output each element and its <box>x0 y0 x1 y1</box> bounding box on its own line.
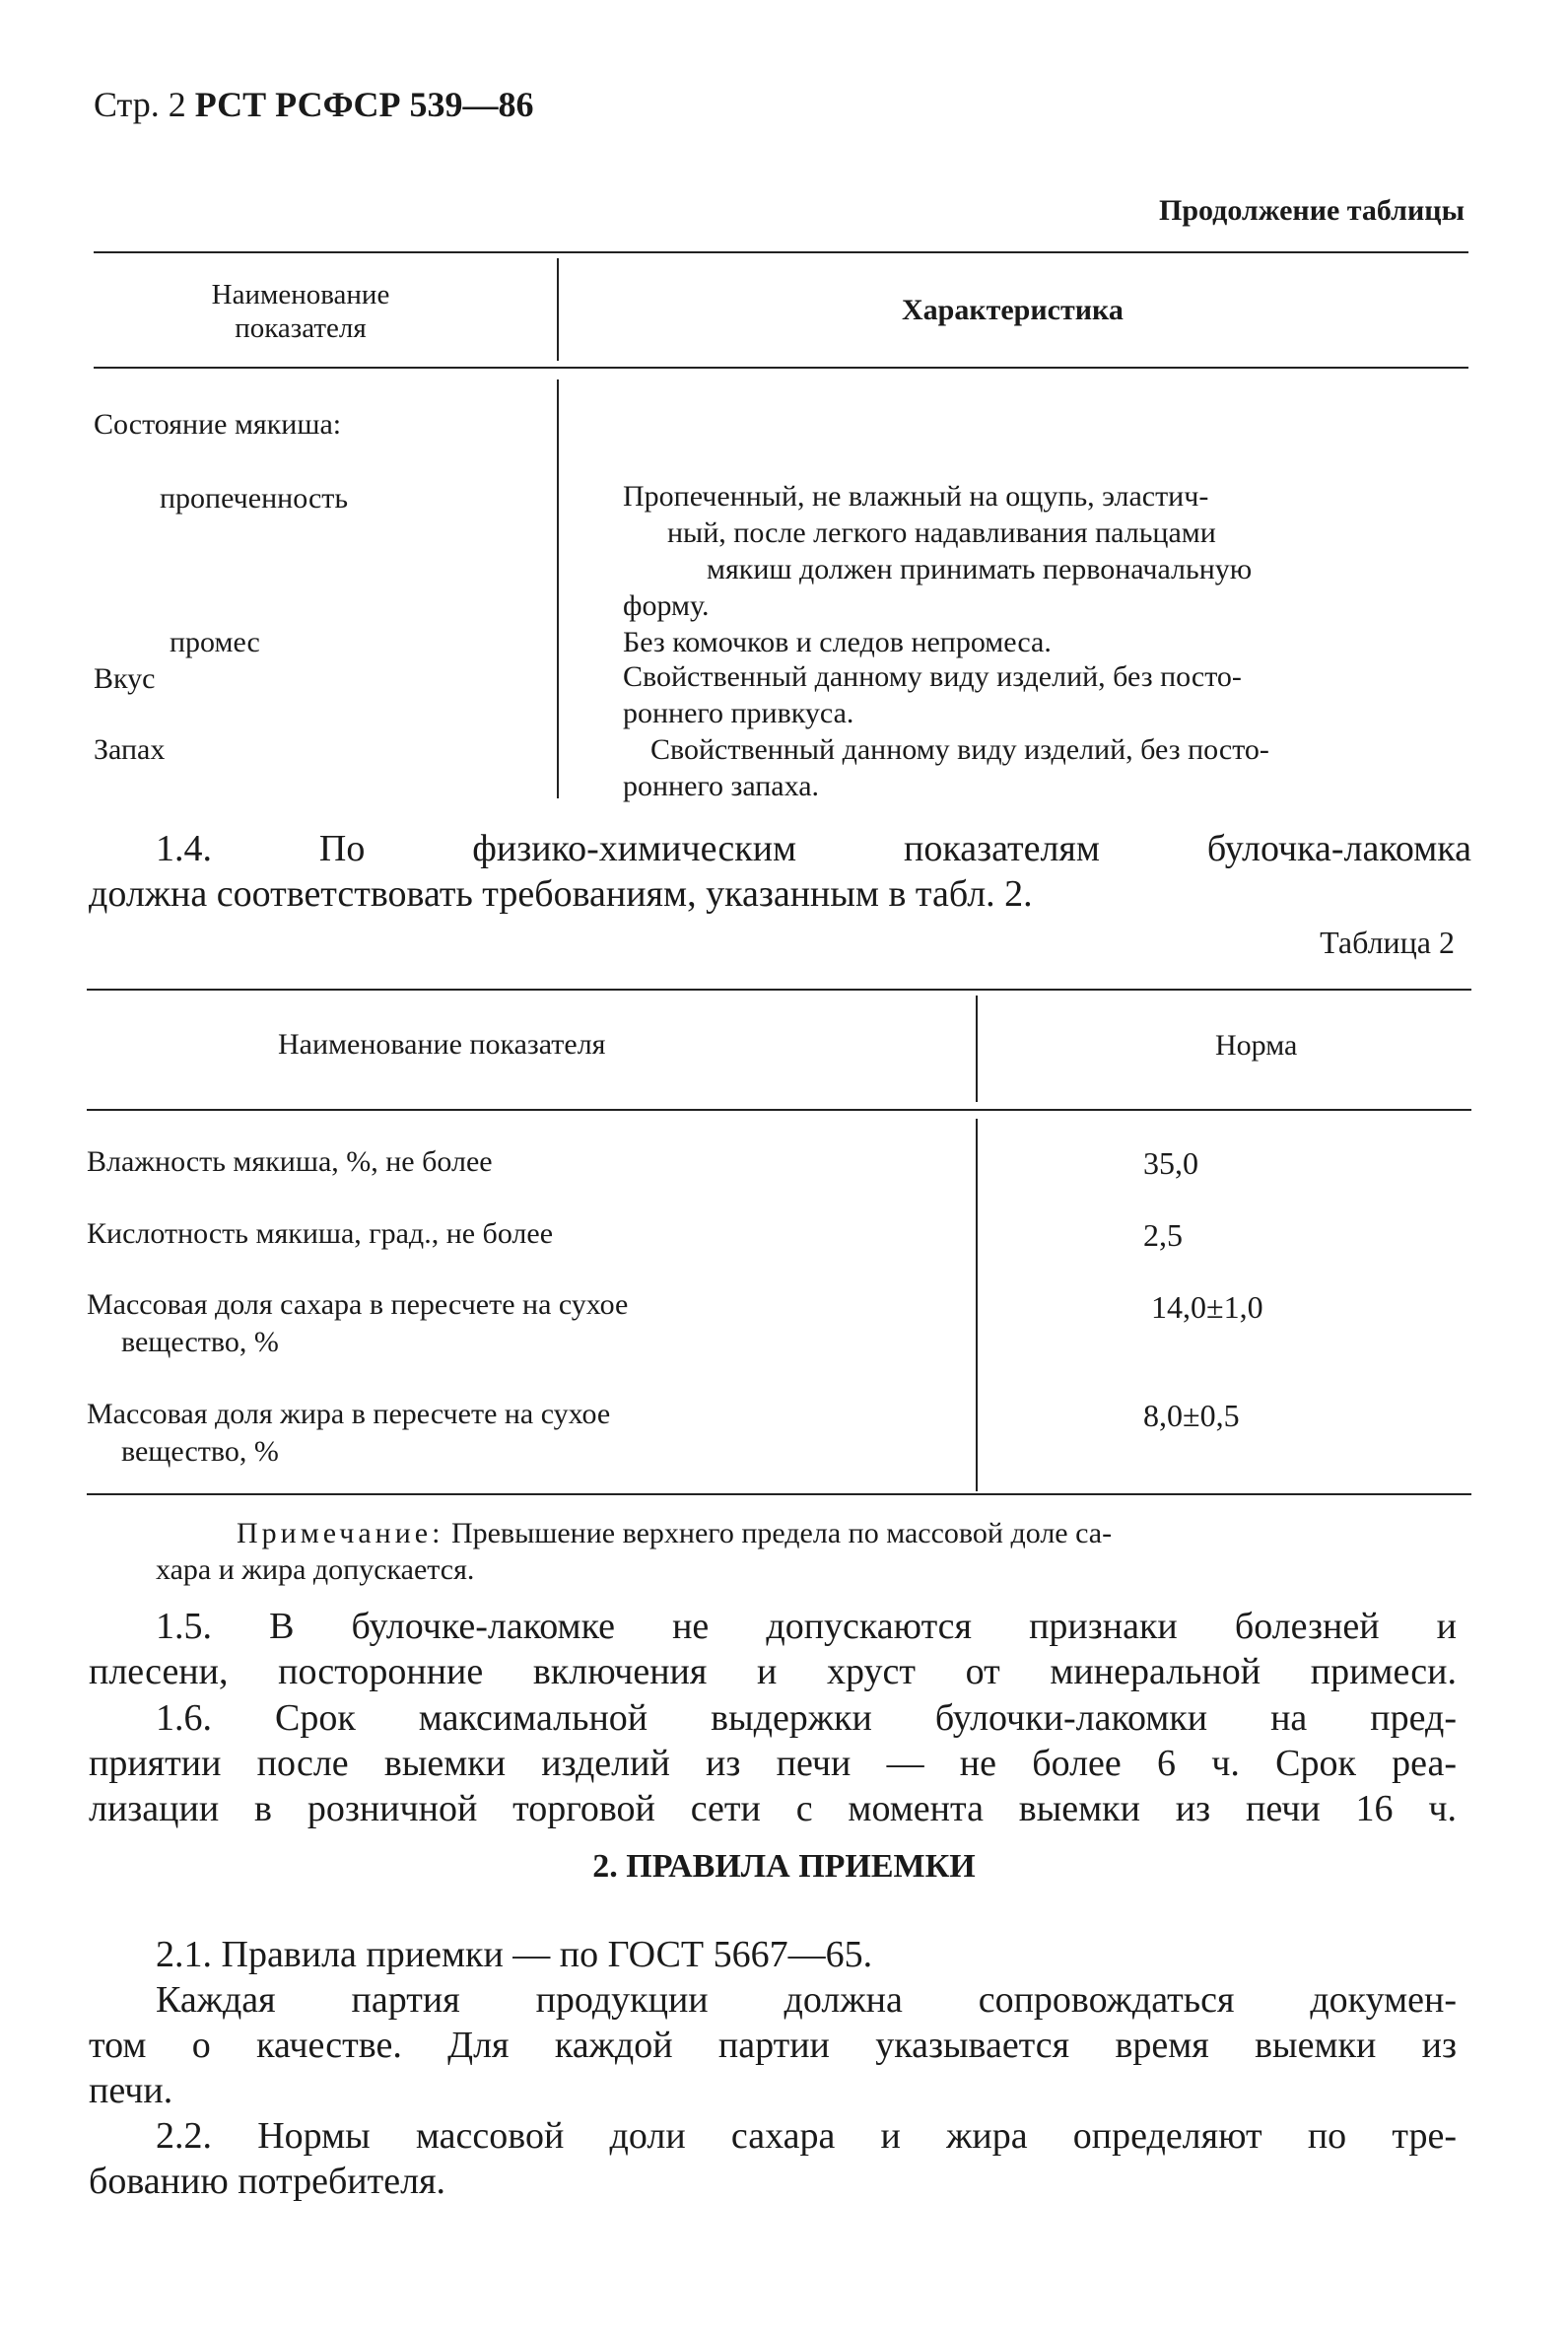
para-1-5-line2: плесени, посторонние включения и хруст от минеральной примеси. <box>89 1651 1457 1692</box>
table2-top-rule <box>87 989 1471 991</box>
table2-body-divider <box>976 1119 978 1491</box>
para-batch-line2: том о качестве. Для каждой партии указывается время выемки из <box>89 2025 1457 2066</box>
table1-row-name: Вкус <box>94 662 156 695</box>
para-1-6-line2: приятии после выемки изделий из печи — не более 6 ч. Срок реа- <box>89 1743 1457 1784</box>
table2-note-line1: Примечание: Превышение верхнего предела по массовой доле са- <box>237 1517 1113 1549</box>
table2-col1-header: Наименование показателя <box>278 1028 606 1061</box>
table2-header-divider <box>976 996 978 1102</box>
table1-header-rule <box>94 367 1468 369</box>
table2-note-line2: хара и жира допускается. <box>156 1553 475 1586</box>
table2-label: Таблица 2 <box>1320 925 1455 960</box>
para-1-5-line1: 1.5. В булочке-лакомке не допускаются признаки болезней и <box>156 1606 1457 1647</box>
page-number: Стр. 2 <box>94 85 186 124</box>
table1-row-value: Без комочков и следов непромеса. <box>623 626 1052 658</box>
page-header <box>94 84 534 125</box>
para-batch-line3: печи. <box>89 2070 173 2111</box>
table2-row-name: Массовая доля сахара в пересчете на сухое вещество, % <box>87 1288 629 1358</box>
table2-row-value: 8,0±0,5 <box>1143 1398 1240 1433</box>
table1-body-divider <box>557 379 559 798</box>
table1-row-value: Свойственный данному виду изделий, без посто- роннего запаха. <box>623 733 1269 802</box>
table2-bottom-rule <box>87 1493 1471 1495</box>
para-1-6-line3: лизации в розничной торговой сети с момента выемки из печи 16 ч. <box>89 1788 1457 1829</box>
table-continuation-label: Продолжение таблицы <box>1158 194 1465 227</box>
para-2-1: 2.1. Правила приемки — по ГОСТ 5667—65. <box>156 1934 873 1975</box>
table1-row-value: Свойственный данному виду изделий, без посто- роннего привкуса. <box>623 660 1242 729</box>
para-1-6-line1: 1.6. Срок максимальной выдержки булочки-лакомки на пред- <box>156 1697 1457 1739</box>
table1-row-name: Состояние мякиша: <box>94 408 342 441</box>
table2-row-value: 35,0 <box>1143 1145 1198 1181</box>
table1-top-rule <box>94 251 1468 253</box>
note-label: Примечание: <box>237 1517 444 1549</box>
table1-row-name: пропеченность <box>160 482 349 515</box>
table1-row-name: Запах <box>94 733 166 766</box>
para-1-4-line2: должна соответствовать требованиям, указанным в табл. 2. <box>89 873 1033 915</box>
table1-col1-header: Наименование показателя <box>211 279 390 344</box>
table1-row-name: промес <box>170 626 260 658</box>
standard-number: РСТ РСФСР 539—86 <box>194 85 534 124</box>
table1-row-value: Пропеченный, не влажный на ощупь, эластич- ный, после легкого надавливания пальцами мякиш должен принимать первоначальную форму. <box>623 480 1253 622</box>
table2-row-name: Влажность мякиша, %, не более <box>87 1145 493 1178</box>
table1-header-divider <box>557 258 559 361</box>
para-1-4-line1: 1.4. По физико-химическим показателям булочка-лакомка <box>156 828 1471 869</box>
para-2-2-line2: бованию потребителя. <box>89 2161 446 2202</box>
table1-col2-header: Характеристика <box>902 294 1124 326</box>
table2-row-value: 2,5 <box>1143 1217 1183 1253</box>
para-batch-line1: Каждая партия продукции должна сопровождаться докумен- <box>156 1979 1457 2021</box>
table2-header-rule <box>87 1109 1471 1111</box>
table2-row-name: Кислотность мякиша, град., не более <box>87 1217 554 1250</box>
table2-row-value: 14,0±1,0 <box>1151 1289 1263 1325</box>
section-2-title: 2. ПРАВИЛА ПРИЕМКИ <box>592 1848 976 1885</box>
table2-col2-header: Норма <box>1215 1029 1298 1062</box>
para-2-2-line1: 2.2. Нормы массовой доли сахара и жира определяют по тре- <box>156 2115 1457 2157</box>
table2-row-name: Массовая доля жира в пересчете на сухое вещество, % <box>87 1398 611 1468</box>
